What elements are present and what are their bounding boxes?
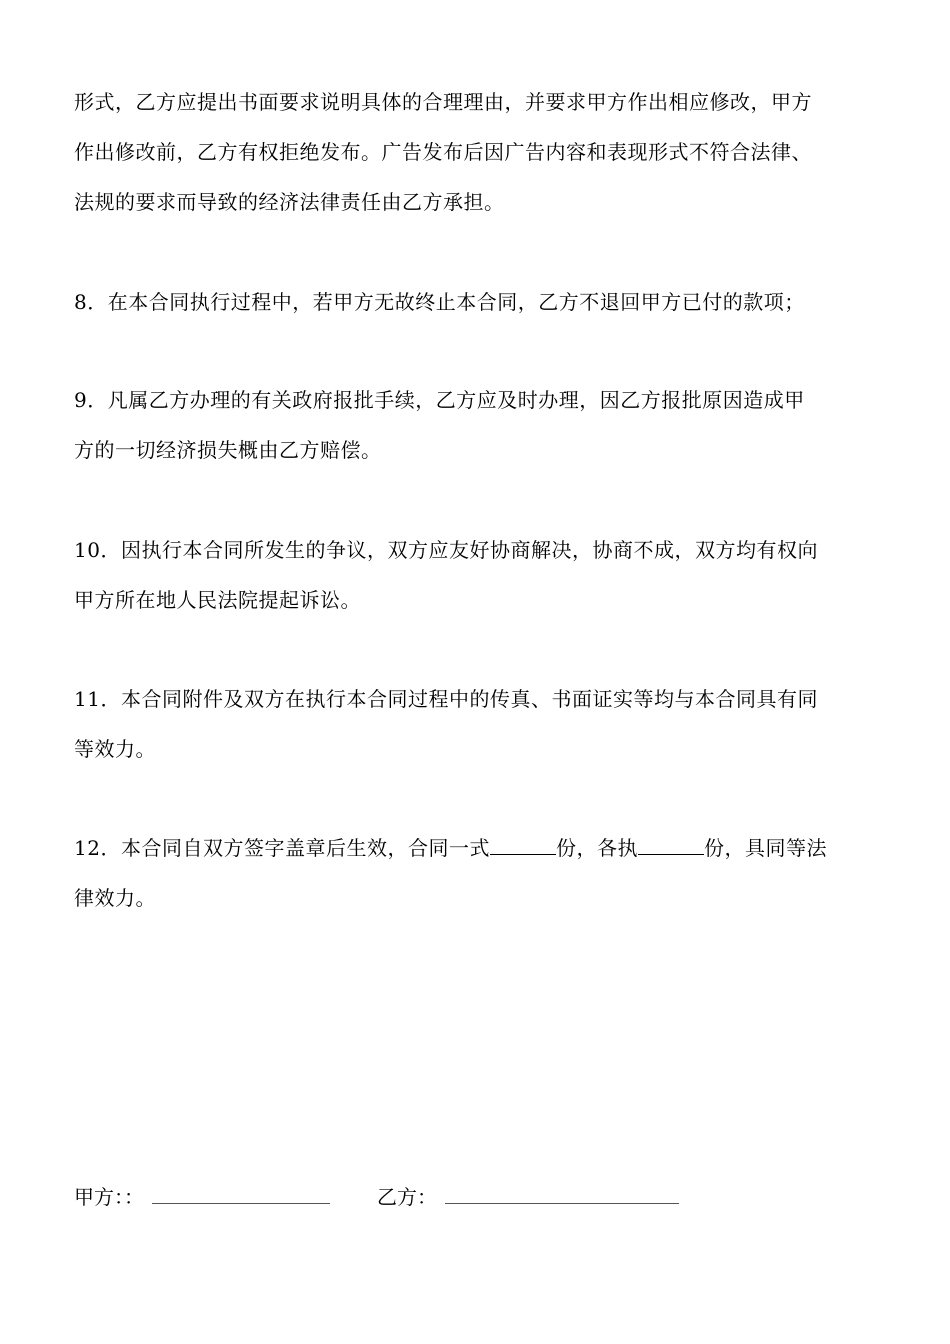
clause-11 <box>74 674 884 774</box>
party-b-label: 乙方： <box>377 1185 437 1209</box>
text-line: 形式，乙方应提出书面要求说明具体的合理理由，并要求甲方作出相应修改，甲方 <box>74 90 812 114</box>
text-line: 律效力。 <box>74 886 156 910</box>
party-a-signature-line[interactable] <box>152 1183 330 1204</box>
text-line: 法规的要求而导致的经济法律责任由乙方承担。 <box>74 190 505 214</box>
party-a-signature <box>74 1177 330 1217</box>
text-line: 作出修改前，乙方有权拒绝发布。广告发布后因广告内容和表现形式不符合法律、 <box>74 140 812 164</box>
text-line: 甲方所在地人民法院提起诉讼。 <box>74 588 361 612</box>
clause-12-part2: 份，各执 <box>555 836 638 860</box>
text-line: 11．本合同附件及双方在执行本合同过程中的传真、书面证实等均与本合同具有同 <box>74 687 818 711</box>
text-line: 10．因执行本合同所发生的争议，双方应友好协商解决，协商不成，双方均有权向 <box>74 538 818 562</box>
clause-8 <box>74 277 884 327</box>
clause-12 <box>74 823 884 923</box>
text-line: 9．凡属乙方办理的有关政府报批手续，乙方应及时办理，因乙方报批原因造成甲 <box>74 388 805 412</box>
clause-9 <box>74 375 884 475</box>
party-b-signature-line[interactable] <box>445 1183 679 1204</box>
text-line: 方的一切经济损失概由乙方赔偿。 <box>74 438 382 462</box>
text-line <box>74 823 884 873</box>
copies-each-blank[interactable] <box>638 832 704 855</box>
clause-12-part3: 份，具同等法 <box>703 836 827 860</box>
clause-12-part1: 12．本合同自双方签字盖章后生效，合同一式 <box>74 836 490 860</box>
text-line: 等效力。 <box>74 737 156 761</box>
party-a-label: 甲方：： <box>74 1185 144 1209</box>
text-line: 8．在本合同执行过程中，若甲方无故终止本合同，乙方不退回甲方已付的款项； <box>74 290 805 314</box>
party-b-signature <box>377 1177 679 1217</box>
copies-total-blank[interactable] <box>490 832 556 855</box>
clause-10 <box>74 525 884 625</box>
paragraph-continuation <box>74 77 884 227</box>
